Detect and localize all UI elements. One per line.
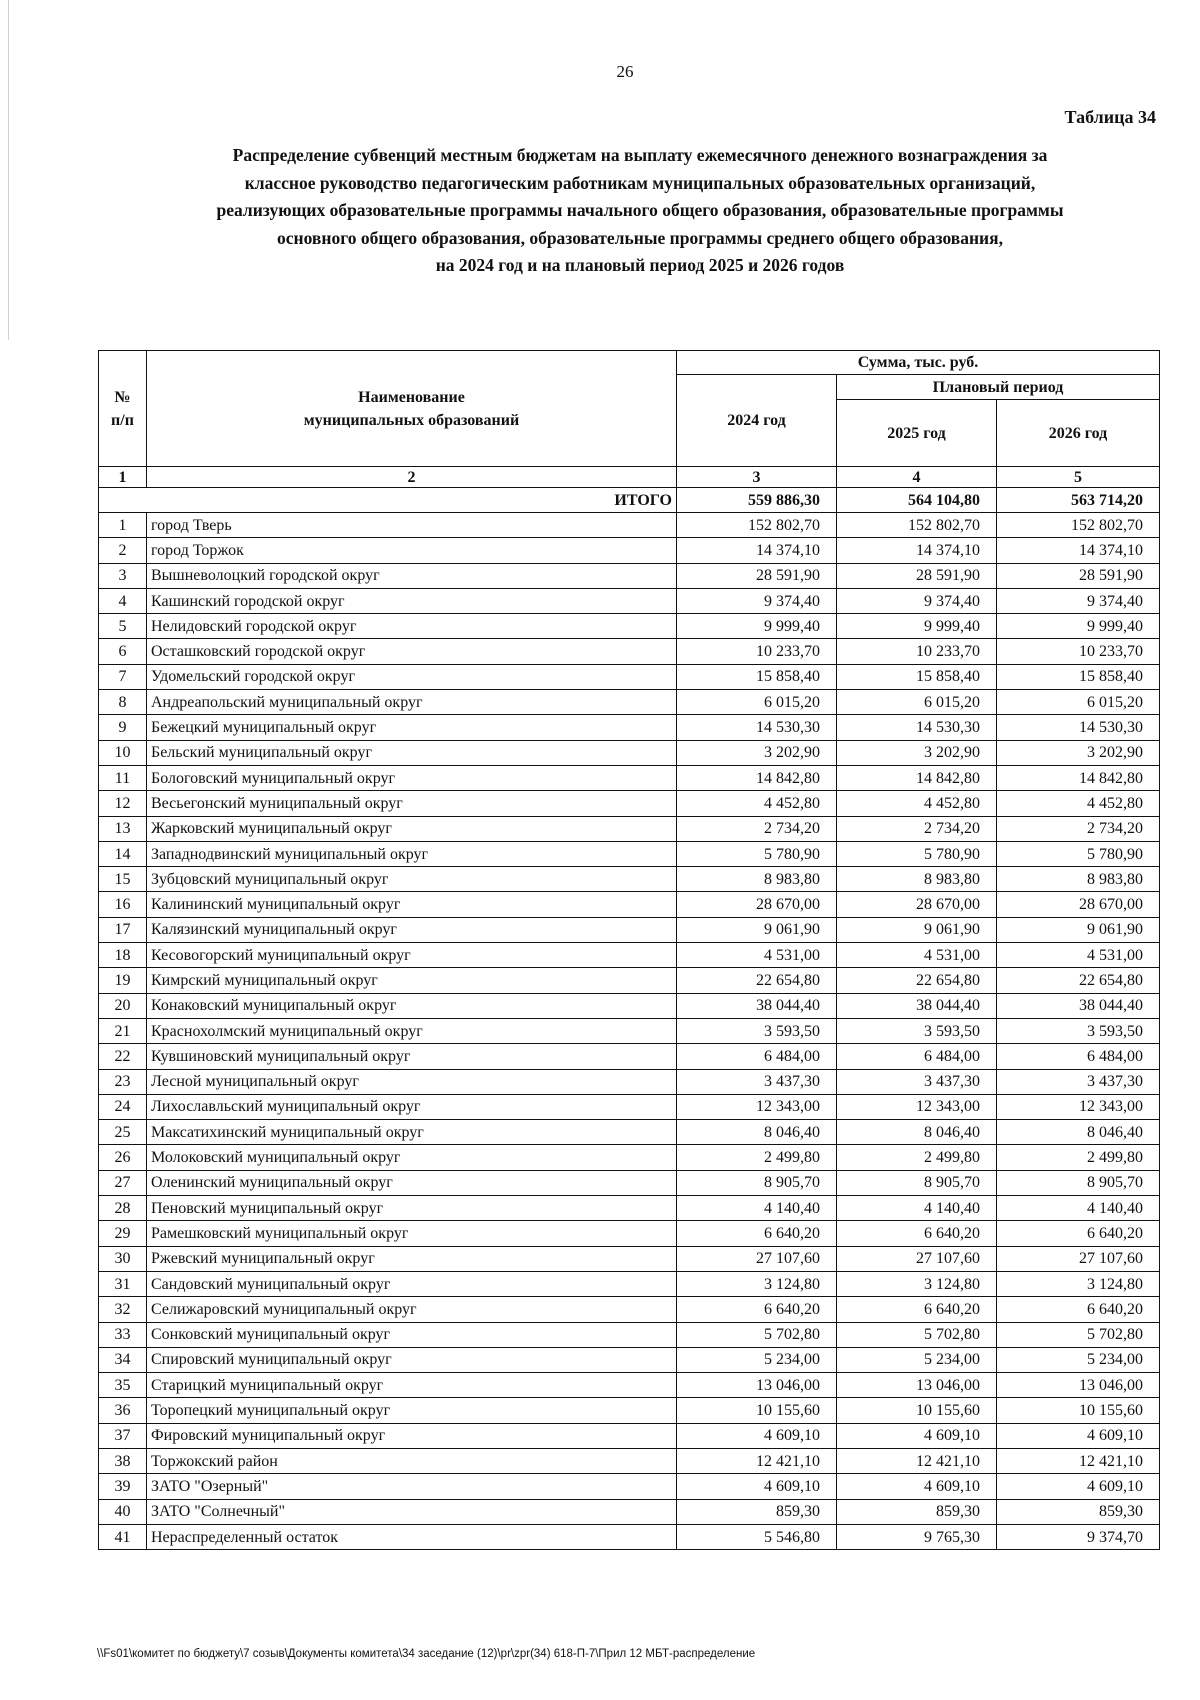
amount-2024: 4 452,80 xyxy=(677,791,837,816)
municipality-name: Западнодвинский муниципальный округ xyxy=(147,841,677,866)
total-2025: 564 104,80 xyxy=(837,488,997,513)
amount-2026: 10 233,70 xyxy=(997,639,1160,664)
amount-2026: 5 234,00 xyxy=(997,1347,1160,1372)
amount-2025: 4 452,80 xyxy=(837,791,997,816)
municipality-name: Конаковский муниципальный округ xyxy=(147,993,677,1018)
municipality-name: Кашинский городской округ xyxy=(147,588,677,613)
table-row xyxy=(99,1221,1160,1246)
municipality-name: Кимрский муниципальный округ xyxy=(147,968,677,993)
row-number: 29 xyxy=(99,1221,147,1246)
amount-2026: 28 591,90 xyxy=(997,563,1160,588)
amount-2024: 12 343,00 xyxy=(677,1094,837,1119)
column-number: 5 xyxy=(997,467,1160,488)
amount-2026: 4 452,80 xyxy=(997,791,1160,816)
scan-edge-line xyxy=(8,0,9,340)
row-number: 40 xyxy=(99,1499,147,1524)
amount-2026: 3 593,50 xyxy=(997,1018,1160,1043)
amount-2025: 3 124,80 xyxy=(837,1271,997,1296)
amount-2026: 4 531,00 xyxy=(997,943,1160,968)
table-row xyxy=(99,1044,1160,1069)
row-number: 22 xyxy=(99,1044,147,1069)
municipality-name: Пеновский муниципальный округ xyxy=(147,1196,677,1221)
amount-2024: 5 234,00 xyxy=(677,1347,837,1372)
table-row xyxy=(99,1196,1160,1221)
amount-2026: 22 654,80 xyxy=(997,968,1160,993)
row-number: 19 xyxy=(99,968,147,993)
municipality-name: Бологовский муниципальный округ xyxy=(147,765,677,790)
amount-2025: 5 780,90 xyxy=(837,841,997,866)
amount-2025: 6 015,20 xyxy=(837,690,997,715)
amount-2026: 27 107,60 xyxy=(997,1246,1160,1271)
municipality-name: Лихославльский муниципальный округ xyxy=(147,1094,677,1119)
row-number: 20 xyxy=(99,993,147,1018)
document-title xyxy=(100,142,1180,280)
municipality-name: Спировский муниципальный округ xyxy=(147,1347,677,1372)
municipality-name: Удомельский городской округ xyxy=(147,664,677,689)
amount-2024: 14 842,80 xyxy=(677,765,837,790)
amount-2024: 6 640,20 xyxy=(677,1297,837,1322)
amount-2026: 14 530,30 xyxy=(997,715,1160,740)
table-row xyxy=(99,1297,1160,1322)
row-number: 4 xyxy=(99,588,147,613)
amount-2024: 6 484,00 xyxy=(677,1044,837,1069)
municipality-name: Бежецкий муниципальный округ xyxy=(147,715,677,740)
total-label: ИТОГО xyxy=(99,488,677,513)
file-path-footer: \\Fs01\комитет по бюджету\7 созыв\Документы комитета\34 заседание (12)\pr\zpr(34) 618-П-7\Прил 12 МБТ-распределение xyxy=(97,1648,756,1660)
amount-2025: 9 765,30 xyxy=(837,1524,997,1549)
amount-2025: 27 107,60 xyxy=(837,1246,997,1271)
amount-2024: 5 702,80 xyxy=(677,1322,837,1347)
amount-2026: 8 046,40 xyxy=(997,1120,1160,1145)
amount-2025: 9 374,40 xyxy=(837,588,997,613)
row-number: 23 xyxy=(99,1069,147,1094)
row-number: 7 xyxy=(99,664,147,689)
table-row xyxy=(99,943,1160,968)
amount-2024: 9 061,90 xyxy=(677,917,837,942)
amount-2026: 859,30 xyxy=(997,1499,1160,1524)
header-2026: 2026 год xyxy=(997,400,1160,467)
amount-2024: 4 609,10 xyxy=(677,1474,837,1499)
amount-2025: 8 983,80 xyxy=(837,867,997,892)
table-row xyxy=(99,690,1160,715)
amount-2024: 8 905,70 xyxy=(677,1170,837,1195)
amount-2024: 3 124,80 xyxy=(677,1271,837,1296)
amount-2026: 5 780,90 xyxy=(997,841,1160,866)
table-row xyxy=(99,791,1160,816)
municipality-name: Нераспределенный остаток xyxy=(147,1524,677,1549)
table-row xyxy=(99,993,1160,1018)
amount-2026: 13 046,00 xyxy=(997,1373,1160,1398)
amount-2025: 6 484,00 xyxy=(837,1044,997,1069)
table-row xyxy=(99,1499,1160,1524)
row-number: 18 xyxy=(99,943,147,968)
table-label: Таблица 34 xyxy=(1064,107,1156,127)
header-number-line1: № xyxy=(114,388,131,406)
amount-2024: 4 140,40 xyxy=(677,1196,837,1221)
table-row xyxy=(99,1423,1160,1448)
municipality-name: Андреапольский муниципальный округ xyxy=(147,690,677,715)
row-number: 38 xyxy=(99,1448,147,1473)
amount-2024: 5 780,90 xyxy=(677,841,837,866)
amount-2024: 8 046,40 xyxy=(677,1120,837,1145)
amount-2026: 6 640,20 xyxy=(997,1297,1160,1322)
amount-2025: 15 858,40 xyxy=(837,664,997,689)
amount-2026: 9 999,40 xyxy=(997,614,1160,639)
amount-2024: 6 015,20 xyxy=(677,690,837,715)
amount-2025: 4 609,10 xyxy=(837,1474,997,1499)
amount-2026: 28 670,00 xyxy=(997,892,1160,917)
amount-2024: 13 046,00 xyxy=(677,1373,837,1398)
column-numbers-row xyxy=(99,467,1160,488)
header-2024: 2024 год xyxy=(677,375,837,467)
table-row xyxy=(99,715,1160,740)
table-row xyxy=(99,1347,1160,1372)
row-number: 25 xyxy=(99,1120,147,1145)
title-line: классное руководство педагогическим работникам муниципальных образовательных организаций, xyxy=(244,172,1036,193)
amount-2025: 3 202,90 xyxy=(837,740,997,765)
table-row xyxy=(99,1448,1160,1473)
table-row xyxy=(99,1474,1160,1499)
municipality-name: Оленинский муниципальный округ xyxy=(147,1170,677,1195)
row-number: 16 xyxy=(99,892,147,917)
amount-2024: 9 999,40 xyxy=(677,614,837,639)
amount-2025: 14 374,10 xyxy=(837,538,997,563)
table-row xyxy=(99,765,1160,790)
amount-2025: 3 593,50 xyxy=(837,1018,997,1043)
municipality-name: Нелидовский городской округ xyxy=(147,614,677,639)
amount-2024: 6 640,20 xyxy=(677,1221,837,1246)
table-row xyxy=(99,841,1160,866)
header-row xyxy=(99,351,1160,375)
amount-2025: 10 155,60 xyxy=(837,1398,997,1423)
amount-2025: 28 591,90 xyxy=(837,563,997,588)
amount-2024: 5 546,80 xyxy=(677,1524,837,1549)
amount-2026: 38 044,40 xyxy=(997,993,1160,1018)
amount-2024: 152 802,70 xyxy=(677,513,837,538)
amount-2024: 27 107,60 xyxy=(677,1246,837,1271)
row-number: 1 xyxy=(99,513,147,538)
municipality-name: ЗАТО "Солнечный" xyxy=(147,1499,677,1524)
amount-2024: 12 421,10 xyxy=(677,1448,837,1473)
table-row xyxy=(99,968,1160,993)
amount-2024: 4 531,00 xyxy=(677,943,837,968)
amount-2025: 9 061,90 xyxy=(837,917,997,942)
table-row xyxy=(99,1524,1160,1549)
amount-2024: 10 233,70 xyxy=(677,639,837,664)
table-row xyxy=(99,1018,1160,1043)
amount-2025: 4 140,40 xyxy=(837,1196,997,1221)
table-row xyxy=(99,1094,1160,1119)
table-row xyxy=(99,538,1160,563)
amount-2024: 4 609,10 xyxy=(677,1423,837,1448)
column-number: 1 xyxy=(99,467,147,488)
title-line: на 2024 год и на плановый период 2025 и 2026 годов xyxy=(435,255,845,275)
column-number: 2 xyxy=(147,467,677,488)
row-number: 5 xyxy=(99,614,147,639)
table-row xyxy=(99,1120,1160,1145)
table-row xyxy=(99,867,1160,892)
page-number: 26 xyxy=(616,62,634,81)
municipality-name: Лесной муниципальный округ xyxy=(147,1069,677,1094)
amount-2025: 12 421,10 xyxy=(837,1448,997,1473)
row-number: 14 xyxy=(99,841,147,866)
table-row xyxy=(99,664,1160,689)
amount-2026: 10 155,60 xyxy=(997,1398,1160,1423)
row-number: 32 xyxy=(99,1297,147,1322)
row-number: 24 xyxy=(99,1094,147,1119)
amount-2025: 2 734,20 xyxy=(837,816,997,841)
amount-2024: 14 374,10 xyxy=(677,538,837,563)
row-number: 3 xyxy=(99,563,147,588)
row-number: 31 xyxy=(99,1271,147,1296)
amount-2024: 22 654,80 xyxy=(677,968,837,993)
header-2025: 2025 год xyxy=(837,400,997,467)
header-name xyxy=(147,351,677,467)
amount-2025: 8 905,70 xyxy=(837,1170,997,1195)
row-number: 34 xyxy=(99,1347,147,1372)
table-row xyxy=(99,513,1160,538)
column-number: 4 xyxy=(837,467,997,488)
municipality-name: Кесовогорский муниципальный округ xyxy=(147,943,677,968)
municipality-name: Торопецкий муниципальный округ xyxy=(147,1398,677,1423)
row-number: 26 xyxy=(99,1145,147,1170)
municipality-name: Рамешковский муниципальный округ xyxy=(147,1221,677,1246)
amount-2025: 8 046,40 xyxy=(837,1120,997,1145)
municipality-name: Старицкий муниципальный округ xyxy=(147,1373,677,1398)
amount-2025: 4 609,10 xyxy=(837,1423,997,1448)
municipality-name: Весьегонский муниципальный округ xyxy=(147,791,677,816)
total-2026: 563 714,20 xyxy=(997,488,1160,513)
amount-2025: 38 044,40 xyxy=(837,993,997,1018)
municipality-name: Сандовский муниципальный округ xyxy=(147,1271,677,1296)
table-row xyxy=(99,563,1160,588)
amount-2026: 8 983,80 xyxy=(997,867,1160,892)
table-row xyxy=(99,1145,1160,1170)
table-row xyxy=(99,816,1160,841)
amount-2024: 2 734,20 xyxy=(677,816,837,841)
row-number: 2 xyxy=(99,538,147,563)
table-row xyxy=(99,917,1160,942)
row-number: 27 xyxy=(99,1170,147,1195)
municipality-name: Сонковский муниципальный округ xyxy=(147,1322,677,1347)
amount-2025: 13 046,00 xyxy=(837,1373,997,1398)
amount-2025: 14 530,30 xyxy=(837,715,997,740)
title-line: Распределение субвенций местным бюджетам на выплату ежемесячного денежного вознаграждения за xyxy=(232,145,1048,165)
municipality-name: Бельский муниципальный округ xyxy=(147,740,677,765)
amount-2026: 14 374,10 xyxy=(997,538,1160,563)
table-row xyxy=(99,588,1160,613)
municipality-name: Кувшиновский муниципальный округ xyxy=(147,1044,677,1069)
amount-2025: 6 640,20 xyxy=(837,1221,997,1246)
amount-2025: 14 842,80 xyxy=(837,765,997,790)
amount-2026: 6 484,00 xyxy=(997,1044,1160,1069)
total-row xyxy=(99,488,1160,513)
header-name-line2: муниципальных образований xyxy=(303,411,520,429)
amount-2025: 12 343,00 xyxy=(837,1094,997,1119)
amount-2026: 12 343,00 xyxy=(997,1094,1160,1119)
table-row xyxy=(99,614,1160,639)
municipality-name: ЗАТО "Озерный" xyxy=(147,1474,677,1499)
amount-2026: 15 858,40 xyxy=(997,664,1160,689)
row-number: 15 xyxy=(99,867,147,892)
amount-2024: 9 374,40 xyxy=(677,588,837,613)
amount-2024: 8 983,80 xyxy=(677,867,837,892)
amount-2025: 5 234,00 xyxy=(837,1347,997,1372)
table-row xyxy=(99,892,1160,917)
municipality-name: Фировский муниципальный округ xyxy=(147,1423,677,1448)
amount-2026: 14 842,80 xyxy=(997,765,1160,790)
amount-2026: 4 609,10 xyxy=(997,1423,1160,1448)
amount-2026: 2 499,80 xyxy=(997,1145,1160,1170)
amount-2026: 4 140,40 xyxy=(997,1196,1160,1221)
header-sum: Сумма, тыс. руб. xyxy=(677,351,1160,375)
row-number: 8 xyxy=(99,690,147,715)
municipality-name: Максатихинский муниципальный округ xyxy=(147,1120,677,1145)
row-number: 28 xyxy=(99,1196,147,1221)
amount-2025: 152 802,70 xyxy=(837,513,997,538)
row-number: 37 xyxy=(99,1423,147,1448)
title-line: основного общего образования, образовательные программы среднего общего образования, xyxy=(277,227,1003,248)
table-row xyxy=(99,639,1160,664)
amount-2026: 152 802,70 xyxy=(997,513,1160,538)
amount-2025: 5 702,80 xyxy=(837,1322,997,1347)
row-number: 9 xyxy=(99,715,147,740)
amount-2026: 4 609,10 xyxy=(997,1474,1160,1499)
amount-2026: 3 437,30 xyxy=(997,1069,1160,1094)
subvention-table xyxy=(98,350,1160,1550)
amount-2024: 3 437,30 xyxy=(677,1069,837,1094)
row-number: 39 xyxy=(99,1474,147,1499)
row-number: 13 xyxy=(99,816,147,841)
municipality-name: Осташковский городской округ xyxy=(147,639,677,664)
table-row xyxy=(99,1170,1160,1195)
row-number: 30 xyxy=(99,1246,147,1271)
header-name-line1: Наименование xyxy=(358,388,465,406)
row-number: 36 xyxy=(99,1398,147,1423)
total-2024: 559 886,30 xyxy=(677,488,837,513)
municipality-name: город Торжок xyxy=(147,538,677,563)
row-number: 12 xyxy=(99,791,147,816)
amount-2025: 22 654,80 xyxy=(837,968,997,993)
amount-2026: 6 015,20 xyxy=(997,690,1160,715)
row-number: 21 xyxy=(99,1018,147,1043)
header-number xyxy=(99,351,147,467)
row-number: 35 xyxy=(99,1373,147,1398)
amount-2024: 28 591,90 xyxy=(677,563,837,588)
municipality-name: Молоковский муниципальный округ xyxy=(147,1145,677,1170)
table-row xyxy=(99,1271,1160,1296)
amount-2026: 3 124,80 xyxy=(997,1271,1160,1296)
amount-2025: 2 499,80 xyxy=(837,1145,997,1170)
header-planned-period: Плановый период xyxy=(837,375,1160,400)
row-number: 41 xyxy=(99,1524,147,1549)
municipality-name: Калининский муниципальный округ xyxy=(147,892,677,917)
row-number: 11 xyxy=(99,765,147,790)
amount-2026: 5 702,80 xyxy=(997,1322,1160,1347)
amount-2025: 3 437,30 xyxy=(837,1069,997,1094)
amount-2024: 38 044,40 xyxy=(677,993,837,1018)
municipality-name: Калязинский муниципальный округ xyxy=(147,917,677,942)
title-line: реализующих образовательные программы начального общего образования, образовательные программы xyxy=(216,200,1064,220)
amount-2024: 14 530,30 xyxy=(677,715,837,740)
table-row xyxy=(99,740,1160,765)
table-row xyxy=(99,1373,1160,1398)
amount-2026: 9 374,40 xyxy=(997,588,1160,613)
amount-2025: 859,30 xyxy=(837,1499,997,1524)
amount-2026: 8 905,70 xyxy=(997,1170,1160,1195)
municipality-name: Краснохолмский муниципальный округ xyxy=(147,1018,677,1043)
table-row xyxy=(99,1246,1160,1271)
municipality-name: Вышневолоцкий городской округ xyxy=(147,563,677,588)
amount-2024: 3 202,90 xyxy=(677,740,837,765)
amount-2024: 2 499,80 xyxy=(677,1145,837,1170)
amount-2025: 4 531,00 xyxy=(837,943,997,968)
amount-2026: 6 640,20 xyxy=(997,1221,1160,1246)
municipality-name: город Тверь xyxy=(147,513,677,538)
amount-2024: 859,30 xyxy=(677,1499,837,1524)
amount-2025: 10 233,70 xyxy=(837,639,997,664)
header-number-line2: п/п xyxy=(111,411,134,429)
row-number: 10 xyxy=(99,740,147,765)
row-number: 17 xyxy=(99,917,147,942)
column-number: 3 xyxy=(677,467,837,488)
amount-2026: 12 421,10 xyxy=(997,1448,1160,1473)
municipality-name: Ржевский муниципальный округ xyxy=(147,1246,677,1271)
amount-2025: 28 670,00 xyxy=(837,892,997,917)
row-number: 33 xyxy=(99,1322,147,1347)
amount-2025: 9 999,40 xyxy=(837,614,997,639)
amount-2026: 9 061,90 xyxy=(997,917,1160,942)
table-row xyxy=(99,1069,1160,1094)
table-row xyxy=(99,1322,1160,1347)
amount-2024: 10 155,60 xyxy=(677,1398,837,1423)
amount-2024: 28 670,00 xyxy=(677,892,837,917)
municipality-name: Жарковский муниципальный округ xyxy=(147,816,677,841)
municipality-name: Селижаровский муниципальный округ xyxy=(147,1297,677,1322)
municipality-name: Торжокский район xyxy=(147,1448,677,1473)
row-number: 6 xyxy=(99,639,147,664)
amount-2026: 2 734,20 xyxy=(997,816,1160,841)
table-row xyxy=(99,1398,1160,1423)
amount-2024: 15 858,40 xyxy=(677,664,837,689)
municipality-name: Зубцовский муниципальный округ xyxy=(147,867,677,892)
amount-2024: 3 593,50 xyxy=(677,1018,837,1043)
amount-2026: 3 202,90 xyxy=(997,740,1160,765)
amount-2025: 6 640,20 xyxy=(837,1297,997,1322)
amount-2026: 9 374,70 xyxy=(997,1524,1160,1549)
